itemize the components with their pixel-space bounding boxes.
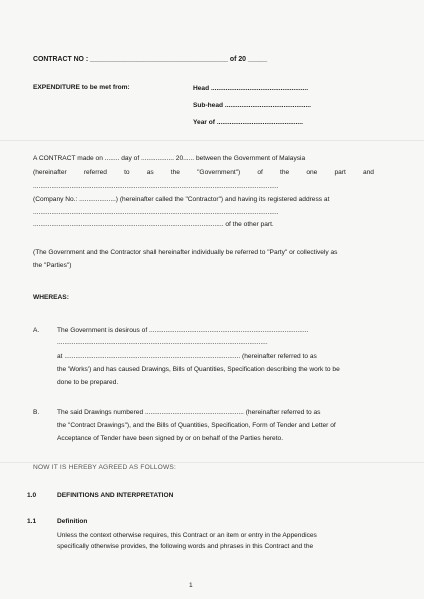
preamble-word: part [334, 169, 346, 176]
preamble-line-4: (Company No.: ....................) (hereinafter called the "Contractor") and having its registered address at [33, 196, 330, 203]
recital-a-line-2: ................................................................................................................... [57, 339, 268, 346]
contract-number-line: CONTRACT NO : ____________________________________ of 20 _____ [33, 56, 268, 63]
scan-artifact [0, 140, 424, 141]
head-field: Head ..................................................... [193, 85, 309, 92]
preamble-line-1: A CONTRACT made on ........ day of .................. 20...... between the Government of Malaysia [33, 155, 306, 162]
preamble-line-2 [33, 169, 374, 177]
section-1-1-number: 1.1 [27, 518, 37, 525]
subhead-field: Sub-head ............................................... [193, 102, 311, 109]
section-1-number: 1.0 [27, 492, 37, 499]
section-1-1-title: Definition [57, 518, 88, 525]
year-field: Year of ............................................... [193, 119, 303, 126]
parties-line-1: (The Government and the Contractor shall hereinafter individually be referred to "Party" or collectively as [33, 249, 338, 256]
recital-a-line-3: at ................................................................................................ (hereinafter referred to as [57, 353, 317, 360]
page-number: 1 [189, 582, 193, 589]
preamble-word: of [257, 169, 263, 176]
expenditure-label: EXPENDITURE to be met from: [33, 84, 130, 91]
preamble-word: and [362, 169, 374, 176]
agreement-heading: NOW IT IS HEREBY AGREED AS FOLLOWS: [33, 464, 177, 471]
preamble-word: the [280, 169, 290, 176]
recital-b-line-2: the "Contract Drawings"), and the Bills of Quantities, Specification, Form of Tender and Letter of [57, 422, 336, 429]
recital-b-label: B. [33, 409, 40, 416]
whereas-heading: WHEREAS: [33, 294, 69, 301]
preamble-line-6: ........................................................................................................ of the other part. [33, 221, 274, 228]
section-1-title: DEFINITIONS AND INTERPRETATION [57, 492, 174, 499]
preamble-word: to [124, 169, 130, 176]
recital-a-label: A. [33, 327, 40, 334]
preamble-word: (hereinafter [33, 169, 67, 176]
preamble-word: one [306, 169, 318, 176]
recital-b-line-3: Acceptance of Tender have been signed by or on behalf of the Parties hereto. [57, 435, 284, 442]
parties-line-2: the "Parties") [33, 262, 72, 269]
preamble-word: referred [83, 169, 107, 176]
preamble-word: "Government") [197, 169, 241, 176]
preamble-line-3: ...................................................................................................................................... [33, 183, 279, 190]
preamble-word: as [146, 169, 154, 176]
preamble-word: the [170, 169, 180, 176]
recital-a-line-1: The Government is desirous of ....................................................................................... [57, 327, 309, 334]
recital-a-line-4: the 'Works') and has caused Drawings, Bills of Quantities, Specification describing the work to be [57, 366, 340, 373]
preamble-line-5: ...................................................................................................................................... [33, 209, 279, 216]
recital-a-line-5: done to be prepared. [57, 379, 119, 386]
recital-b-line-1: The said Drawings numbered ...................................................... (hereinafter referred to as [57, 409, 321, 416]
scan-artifact [0, 462, 424, 463]
section-1-1-line-2: specifically otherwise provides, the following words and phrases in this Contract and the [57, 543, 314, 550]
section-1-1-line-1: Unless the context otherwise requires, this Contract or an item or entry in the Appendices [57, 532, 317, 539]
